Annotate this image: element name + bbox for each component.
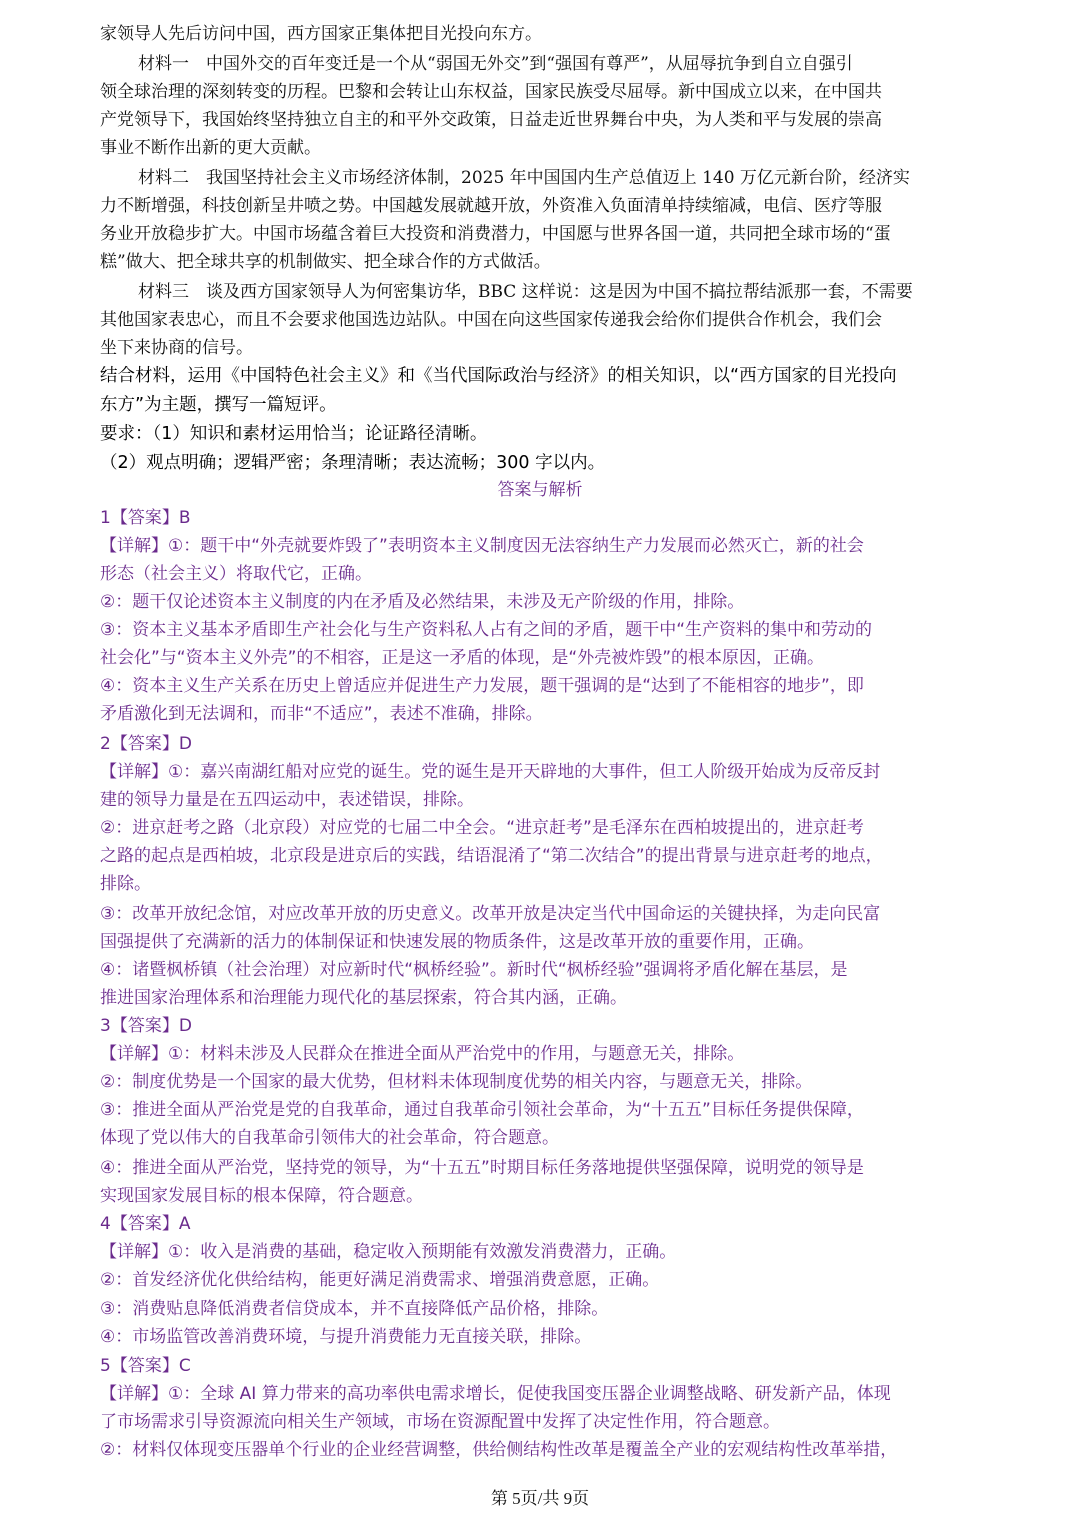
material-1-line: 事业不断作出新的更大贡献。 [100,138,321,158]
answer-3-line: ②：制度优势是一个国家的最大优势，但材料未体现制度优势的相关内容，与题意无关，排除。 [100,1072,813,1092]
answer-2-line: 建的领导力量是在五四运动中，表述错误，排除。 [100,790,474,810]
answer-2-line: 【详解】①：嘉兴南湖红船对应党的诞生。党的诞生是开天辟地的大事件，但工人阶级开始成为反帝反封 [100,762,881,782]
material-1-line: 材料一 中国外交的百年变迁是一个从“弱国无外交”到“强国有尊严”，从屈辱抗争到自立自强引 [138,54,853,74]
material-2-line: 材料二 我国坚持社会主义市场经济体制，2025 年中国国内生产总值迈上 140 万亿元新台阶，经济实 [138,168,910,188]
answer-5-line: ②：材料仅体现变压器单个行业的企业经营调整，供给侧结构性改革是覆盖全产业的宏观结构性改革举措， [100,1440,898,1460]
material-1-line: 领全球治理的深刻转变的历程。巴黎和会转让山东权益，国家民族受尽屈辱。新中国成立以来，在中国共 [100,82,882,102]
answer-1-line: ②：题干仅论述资本主义制度的内在矛盾及必然结果，未涉及无产阶级的作用，排除。 [100,592,745,612]
answer-2-line: ④：诸暨枫桥镇（社会治理）对应新时代“枫桥经验”。新时代“枫桥经验”强调将矛盾化解在基层，是 [100,960,848,980]
answer-2-header: 2【答案】D [100,734,192,754]
answer-5-line: 【详解】①：全球 AI 算力带来的高功率供电需求增长，促使我国变压器企业调整战略、研发新产品，体现 [100,1384,891,1404]
material-3-line: 坐下来协商的信号。 [100,338,253,358]
answer-2-line: 推进国家治理体系和治理能力现代化的基层探索，符合其内涵，正确。 [100,988,627,1008]
answer-5-header: 5【答案】C [100,1356,191,1376]
answer-2-line: 国强提供了充满新的活力的体制保证和快速发展的物质条件，这是改革开放的重要作用，正确。 [100,932,814,952]
answer-4-line: 【详解】①：收入是消费的基础，稳定收入预期能有效激发消费潜力，正确。 [100,1242,677,1262]
material-2-line: 务业开放稳步扩大。中国市场蕴含着巨大投资和消费潜力，中国愿与世界各国一道，共同把全球市场的“蛋 [100,224,891,244]
material-3-line: 其他国家表忠心，而且不会要求他国选边站队。中国在向这些国家传递我会给你们提供合作机会，我们会 [100,310,882,330]
requirement-line: 要求：（1）知识和素材运用恰当；论证路径清晰。 [100,424,488,444]
answer-2-line: ③：改革开放纪念馆，对应改革开放的历史意义。改革开放是决定当代中国命运的关键抉择，为走向民富 [100,904,881,924]
material-2-line: 糕”做大、把全球共享的机制做实、把全球合作的方式做活。 [100,252,551,272]
requirement-line: （2）观点明确；逻辑严密；条理清晰；表达流畅；300 字以内。 [100,453,606,473]
answer-2-line: 排除。 [100,874,151,894]
answer-1-header: 1【答案】B [100,508,191,528]
page-footer: 第 5页/共 9页 [490,1489,590,1508]
answer-1-line: ③：资本主义基本矛盾即生产社会化与生产资料私人占有之间的矛盾，题干中“生产资料的集中和劳动的 [100,620,873,640]
answer-2-line: ②：进京赶考之路（北京段）对应党的七届二中全会。“进京赶考”是毛泽东在西柏坡提出的，进京赶考 [100,818,864,838]
answer-4-line: ④：市场监管改善消费环境，与提升消费能力无直接关联，排除。 [100,1327,592,1347]
task-line: 东方”为主题，撰写一篇短评。 [100,395,337,415]
answer-3-line: ③：推进全面从严治党是党的自我革命，通过自我革命引领社会革命，为“十五五”目标任务提供保障， [100,1100,864,1120]
answer-5-line: 了市场需求引导资源流向相关生产领域，市场在资源配置中发挥了决定性作用，符合题意。 [100,1412,780,1432]
answer-3-header: 3【答案】D [100,1016,192,1036]
answer-1-line: ④：资本主义生产关系在历史上曾适应并促进生产力发展，题干强调的是“达到了不能相容的地步”，即 [100,676,864,696]
answer-3-line: ④：推进全面从严治党，坚持党的领导，为“十五五”时期目标任务落地提供坚强保障，说明党的领导是 [100,1158,864,1178]
answer-1-line: 矛盾激化到无法调和，而非“不适应”，表述不准确，排除。 [100,704,543,724]
answer-section-title: 答案与解析 [497,480,583,500]
answer-3-line: 【详解】①：材料未涉及人民群众在推进全面从严治党中的作用，与题意无关，排除。 [100,1044,745,1064]
answer-4-line: ③：消费贴息降低消费者信贷成本，并不直接降低产品价格，排除。 [100,1299,609,1319]
material-1-line: 产党领导下，我国始终坚持独立自主的和平外交政策，日益走近世界舞台中央，为人类和平与发展的崇高 [100,110,882,130]
material-3-line: 材料三 谈及西方国家领导人为何密集访华，BBC 这样说：这是因为中国不搞拉帮结派那一套，不需要 [138,282,913,302]
answer-1-line: 形态（社会主义）将取代它，正确。 [100,564,372,584]
answer-2-line: 之路的起点是西柏坡，北京段是进京后的实践，结语混淆了“第二次结合”的提出背景与进京赶考的地点， [100,846,883,866]
answer-1-line: 【详解】①：题干中“外壳就要炸毁了”表明资本主义制度因无法容纳生产力发展而必然灭亡，新的社会 [100,536,864,556]
answer-3-line: 体现了党以伟大的自我革命引领伟大的社会革命，符合题意。 [100,1128,559,1148]
task-line: 结合材料，运用《中国特色社会主义》和《当代国际政治与经济》的相关知识，以“西方国家的目光投向 [100,366,897,386]
question-intro-tail: 家领导人先后访问中国，西方国家正集体把目光投向东方。 [100,24,542,44]
answer-4-line: ②：首发经济优化供给结构，能更好满足消费需求、增强消费意愿，正确。 [100,1270,660,1290]
material-2-line: 力不断增强，科技创新呈井喷之势。中国越发展就越开放，外资准入负面清单持续缩减，电信、医疗等服 [100,196,882,216]
answer-3-line: 实现国家发展目标的根本保障，符合题意。 [100,1186,423,1206]
answer-1-line: 社会化”与“资本主义外壳”的不相容，正是这一矛盾的体现，是“外壳被炸毁”的根本原因，正确。 [100,648,825,668]
answer-4-header: 4【答案】A [100,1214,191,1234]
